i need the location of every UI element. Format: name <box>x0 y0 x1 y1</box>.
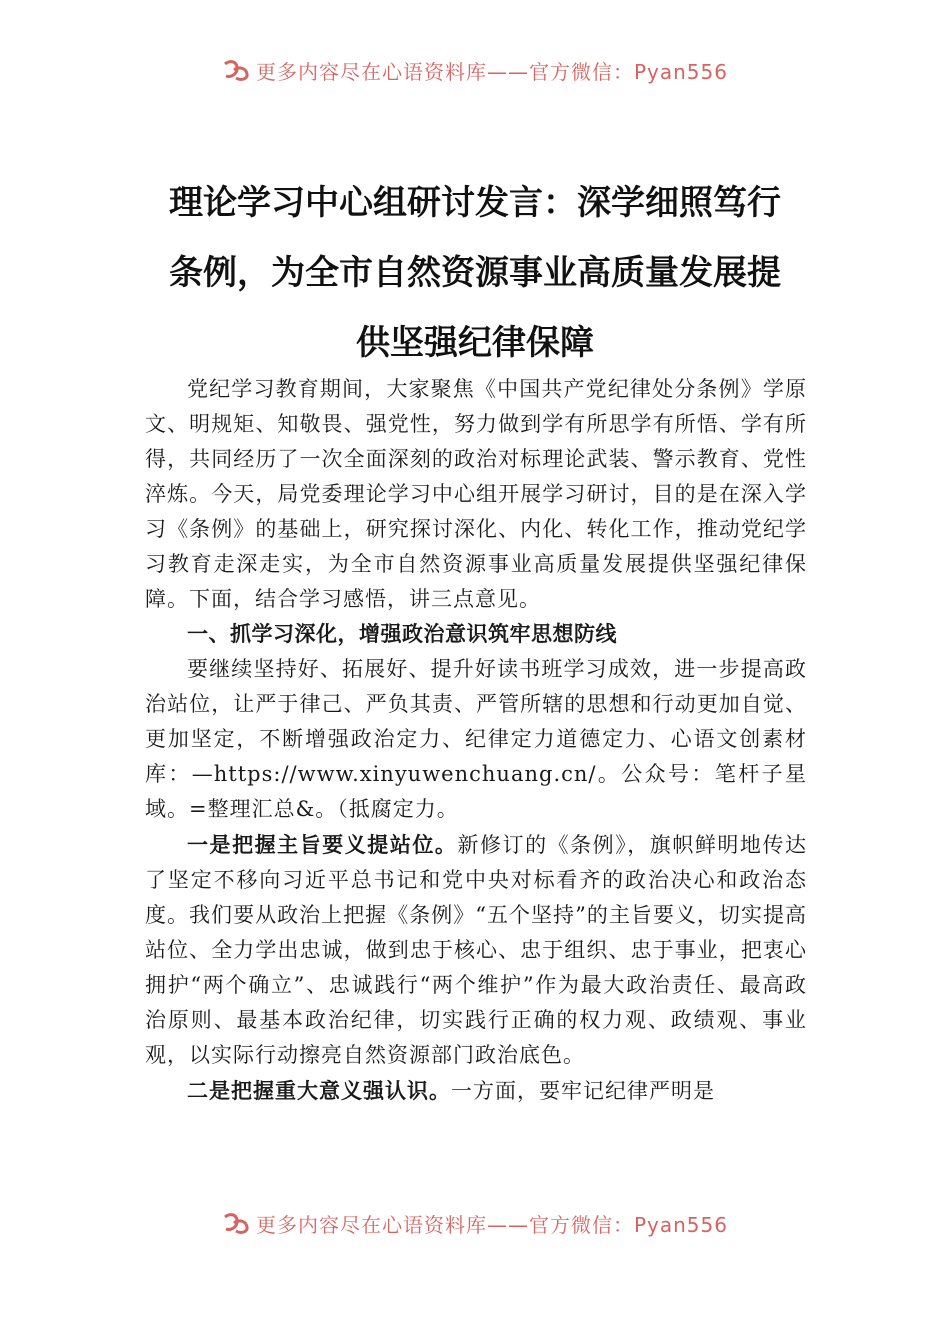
point-2-paragraph <box>145 1073 807 1109</box>
point-1-paragraph <box>145 827 807 1073</box>
section-1-heading: 一、抓学习深化，增强政治意识筑牢思想防线 <box>187 622 617 646</box>
title-line-3: 供坚强纪律保障 <box>356 323 594 363</box>
intro-paragraph: 党纪学习教育期间，大家聚焦《中国共产党纪律处分条例》学原文、明规矩、知敬畏、强党性，努力做到学有所思学有所悟、学有所得，共同经历了一次全面深刻的政治对标理论武装、警示教育、党性淬炼。今天，局党委理论学习中心组开展学习研讨，目的是在深入学习《条例》的基础上，研究探讨深化、内化、转化工作，推动党纪学习教育走深走实，为全市自然资源事业高质量发展提供坚强纪律保障。下面，结合学习感悟，讲三点意见。 <box>145 377 807 611</box>
section-1-paragraph: 要继续坚持好、拓展好、提升好读书班学习成效，进一步提高政治站位，让严于律己、严负其责、严管所辖的思想和行动更加自觉、更加坚定，不断增强政治定力、纪律定力道德定力、心语文创素材库：—https://www.xinyuwenchuang.cn/。公众号：笔杆子星域。=整理汇总&。（抵腐定力。 <box>145 657 807 821</box>
title-line-1: 理论学习中心组研讨发言：深学细照笃行 <box>169 183 781 223</box>
title-line-2: 条例，为全市自然资源事业高质量发展提 <box>169 253 781 293</box>
document-title <box>130 168 820 378</box>
point-2-lead: 二是把握重大意义强认识。 <box>187 1078 451 1103</box>
watermark-logo-icon <box>222 1211 250 1235</box>
watermark-logo-icon <box>222 58 250 82</box>
footer-watermark <box>0 1208 950 1238</box>
document-body <box>145 372 807 1109</box>
watermark-text: 更多内容尽在心语资料库——官方微信：Pyan556 <box>255 59 728 84</box>
point-1-text: 新修订的《条例》，旗帜鲜明地传达了坚定不移向习近平总书记和党中央对标看齐的政治决心和政治态度。我们要从政治上把握《条例》“五个坚持”的主旨要义，切实提高站位、全力学出忠诚，做到忠于核心、忠于组织、忠于事业，把衷心拥护“两个确立”、忠诚践行“两个维护”作为最大政治责任、最高政治原则、最基本政治纪律，切实践行正确的权力观、政绩观、事业观，以实际行动擦亮自然资源部门政治底色。 <box>145 833 808 1067</box>
point-2-text: 一方面，要牢记纪律严明是 <box>451 1079 715 1103</box>
point-1-lead: 一是把握主旨要义提站位。 <box>187 832 458 857</box>
watermark-text: 更多内容尽在心语资料库——官方微信：Pyan556 <box>255 1212 728 1237</box>
header-watermark <box>0 55 950 85</box>
